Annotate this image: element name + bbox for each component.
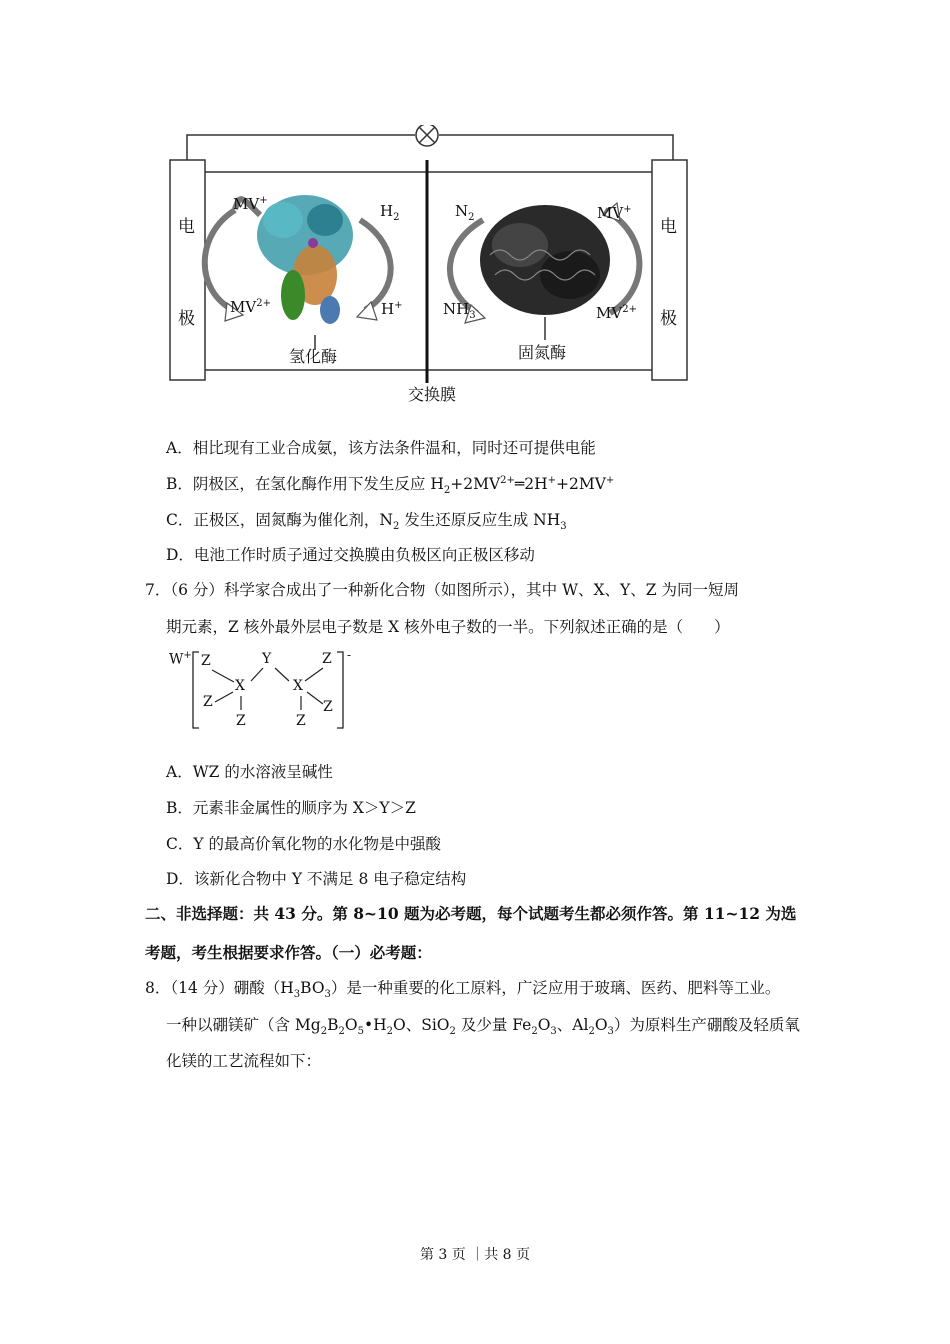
left-electrode-label-bottom: 极 [178, 309, 195, 328]
struct-z-midright: Z [323, 699, 333, 715]
q8-stem-line1: 8．（14 分）硼酸$(H_3BO_3)$是一种重要的化工原料，广泛应用于玻璃、医药、肥料等工业。 [145, 979, 781, 1001]
fuel-cell-diagram [165, 125, 695, 410]
q7-option-c: C．Y 的最高价氧化物的水化物是中强酸 [166, 835, 442, 853]
left-mv2: $MV^{2+}$ [230, 298, 271, 316]
right-mv-plus: MV+ [597, 204, 632, 222]
right-electrode-label-bottom: 极 [660, 309, 677, 328]
q7-option-a: A．WZ 的水溶液呈碱性 [166, 763, 333, 781]
right-nh3: $NH_3$ [443, 300, 476, 321]
q7-stem-line1: 7．（6 分）科学家合成出了一种新化合物（如图所示），其中 W、X、Y、Z 为同一短周 [145, 581, 739, 599]
hydrogenase-label: 氢化酶 [289, 349, 338, 366]
struct-charge: - [347, 648, 352, 662]
q7-structure-diagram [165, 648, 365, 740]
section2-heading-line1: 二、非选择题：共 43 分。第 8~10 题为必考题，每个试题考生都必须作答。第 11~12 为选 [145, 904, 797, 923]
section2-heading-line2: 考题，考生根据要求作答。（一）必考题： [145, 943, 432, 962]
left-hplus: H+ [381, 300, 403, 318]
struct-z-midleft: Z [203, 694, 213, 710]
left-electrode-label-top: 电 [178, 217, 195, 236]
q6-option-d: D．电池工作时质子通过交换膜由负极区向正极区移动 [166, 546, 535, 564]
q6-option-a: A．相比现有工业合成氨，该方法条件温和，同时还可提供电能 [166, 439, 596, 457]
right-mv2: $MV^{2+}$ [596, 304, 637, 322]
struct-y: Y [262, 651, 272, 667]
left-h2: $H_2$ [380, 202, 400, 223]
struct-z-bottomright: Z [296, 713, 306, 729]
membrane-label: 交换膜 [408, 387, 457, 404]
nitrogenase-structure [480, 205, 610, 340]
struct-x-right: X [293, 678, 303, 694]
struct-x-left: X [235, 678, 245, 694]
q7-stem-line2: 期元素，Z 核外最外层电子数是 X 核外电子数的一半。下列叙述正确的是（ ） [166, 618, 730, 636]
left-mv-plus: MV+ [233, 195, 268, 213]
lamp-icon [416, 125, 438, 146]
q6-option-b: B．阴极区，在氢化酶作用下发生反应 $H_2+2MV^{2+}═2H^++2MV^+$ [166, 474, 615, 497]
q8-stem-line2: 一种以硼镁矿（含 $Mg_2B_2O_5•H_2O$、SiO$_2$ 及少量 $Fe_2O_3$、$Al_2O_3$）为原料生产硼酸及轻质氧 [166, 1016, 800, 1038]
struct-z-bottomleft: Z [236, 713, 246, 729]
nitrogenase-label: 固氮酶 [518, 345, 567, 362]
q8-stem-line3: 化镁的工艺流程如下： [166, 1052, 322, 1070]
struct-w: W+ [169, 650, 192, 668]
struct-z-topleft: Z [201, 653, 211, 669]
right-electrode-label-top: 电 [660, 217, 677, 236]
q7-option-d: D．该新化合物中 Y 不满足 8 电子稳定结构 [166, 870, 467, 888]
hydrogenase-structure [257, 195, 353, 350]
struct-z-topright: Z [322, 651, 332, 667]
q7-option-b: B．元素非金属性的顺序为 X＞Y＞Z [166, 799, 416, 817]
q6-option-c: C．正极区，固氮酶为催化剂，$N_2$ 发生还原反应生成 $NH_3$ [166, 511, 567, 533]
right-n2: $N_2$ [455, 202, 475, 223]
page-footer: 第 3 页 ｜共 8 页 [419, 1247, 531, 1263]
